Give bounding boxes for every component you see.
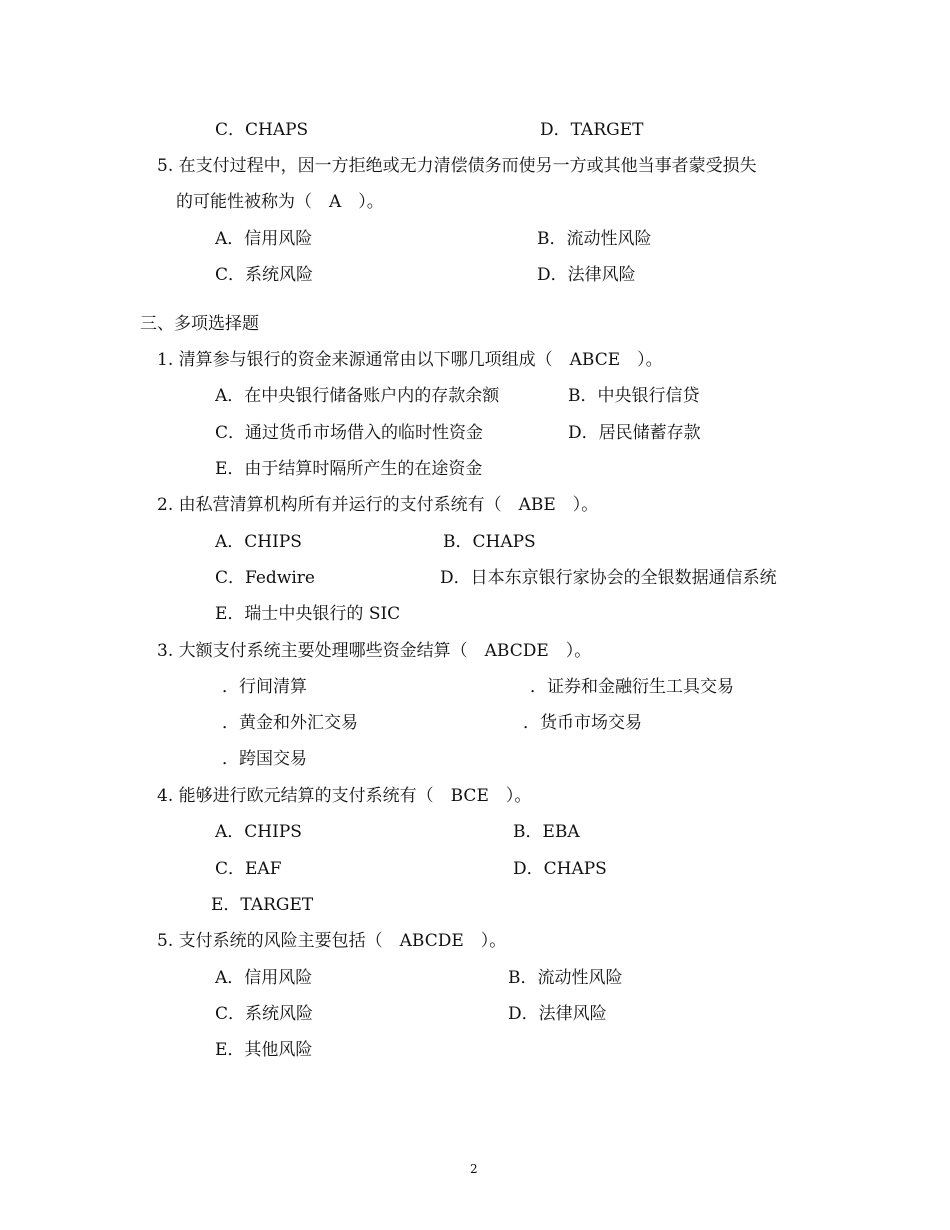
- option-b: B．EBA: [513, 822, 580, 842]
- option-a: A．信用风险: [215, 968, 313, 988]
- option-c: C．Fedwire: [215, 568, 315, 588]
- option-b: B．中央银行信贷: [568, 386, 700, 406]
- option-a: A．CHIPS: [215, 532, 302, 552]
- option-b: B．流动性风险: [508, 968, 623, 988]
- option-b: B．流动性风险: [537, 229, 652, 249]
- question-text-continued: 的可能性被称为（ A ）。: [176, 192, 384, 212]
- option-e: E．TARGET: [211, 895, 314, 915]
- page-number: 2: [470, 1162, 478, 1176]
- option-c: C．EAF: [215, 859, 282, 879]
- question-text: 2. 由私营清算机构所有并运行的支付系统有（ ABE ）。: [157, 495, 599, 515]
- option-d: D．CHAPS: [513, 859, 607, 879]
- question-text: 3. 大额支付系统主要处理哪些资金结算（ ABCDE ）。: [157, 641, 592, 661]
- option-e: E．瑞士中央银行的 SIC: [215, 604, 401, 624]
- option-d: D．日本东京银行家协会的全银数据通信系统: [440, 568, 777, 588]
- option-a: A．CHIPS: [215, 822, 302, 842]
- option-c: C．系统风险: [215, 265, 314, 285]
- question-text: 4. 能够进行欧元结算的支付系统有（ BCE ）。: [157, 786, 532, 806]
- option-c: ．黄金和外汇交易: [222, 713, 358, 733]
- option-c: C．CHAPS: [215, 120, 309, 140]
- option-e: E．由于结算时隔所产生的在途资金: [215, 459, 483, 479]
- option-d: D．法律风险: [537, 265, 636, 285]
- option-c: C．系统风险: [215, 1004, 314, 1024]
- option-b: ．证券和金融衍生工具交易: [530, 677, 734, 697]
- option-b: B．CHAPS: [443, 532, 536, 552]
- option-d: ．货币市场交易: [523, 713, 642, 733]
- question-text: 1. 清算参与银行的资金来源通常由以下哪几项组成（ ABCE ）。: [157, 350, 663, 370]
- question-text: 5. 支付系统的风险主要包括（ ABCDE ）。: [157, 931, 507, 951]
- option-a: A．在中央银行储备账户内的存款余额: [215, 386, 500, 406]
- option-a: ．行间清算: [222, 677, 307, 697]
- option-c: C．通过货币市场借入的临时性资金: [215, 423, 484, 443]
- question-text: 5. 在支付过程中，因一方拒绝或无力清偿债务而使另一方或其他当事者蒙受损失: [157, 156, 757, 176]
- section-heading: 三、多项选择题: [140, 314, 259, 334]
- option-d: D．法律风险: [508, 1004, 607, 1024]
- option-a: A．信用风险: [215, 229, 313, 249]
- option-e: ．跨国交易: [222, 749, 307, 769]
- option-d: D．TARGET: [540, 120, 644, 140]
- option-d: D．居民储蓄存款: [568, 423, 701, 443]
- option-e: E．其他风险: [215, 1040, 313, 1060]
